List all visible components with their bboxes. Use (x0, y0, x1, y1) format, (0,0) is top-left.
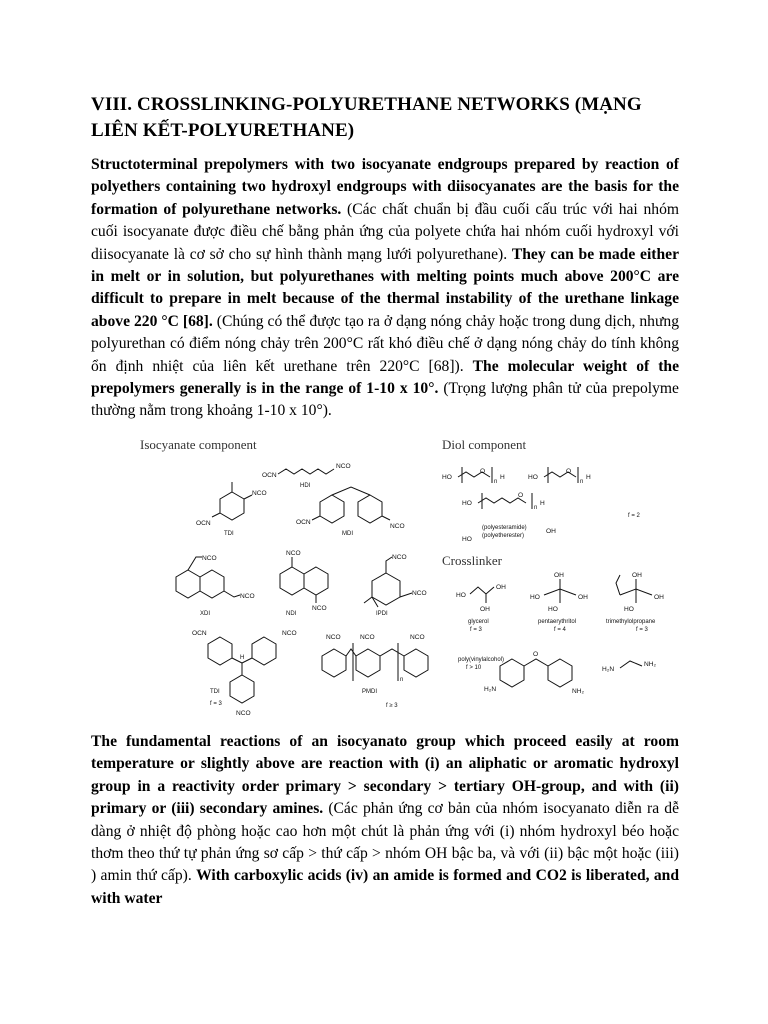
glycerol-label: glycerol (468, 618, 489, 625)
paragraph-1 (91, 154, 679, 423)
tdi-structure (196, 482, 267, 537)
document-page (91, 92, 679, 910)
hdi-structure (262, 463, 351, 489)
polyester-oh: OH (546, 527, 556, 535)
pmdi-label: PMDI (362, 688, 377, 695)
pmdi-structure (322, 634, 428, 709)
diol3-h: H (540, 499, 545, 507)
p1-bold-1: Structoterminal prepolymers with two isocyanate endgroups prepared by reaction of polyethers containing two hydroxyl endgroups with diisocyanates are the basis for the formation of polyurethane networks. (91, 156, 679, 218)
diol-title: Diol component (442, 436, 527, 452)
chemistry-figure (136, 437, 698, 717)
tmp-structure (606, 572, 664, 633)
tdi3-nco-2: NCO (236, 709, 251, 717)
glycerol-oh-2: OH (480, 605, 490, 613)
ethylenediamine-structure (602, 661, 657, 673)
glycerol-structure (456, 584, 506, 633)
tdi-nco: NCO (252, 489, 267, 497)
polyester-ho: HO (462, 535, 472, 543)
tmp-oh-right: OH (654, 593, 664, 601)
mdi-label: MDI (342, 530, 353, 537)
pmdi-nco-3: NCO (410, 633, 425, 641)
penta-f: f = 4 (554, 626, 566, 633)
tdi3-structure (192, 630, 297, 717)
xdi-label: XDI (200, 610, 211, 617)
glycerol-ho: HO (456, 591, 466, 599)
p1-normal-2: (Chúng có thể được tạo ra ở dạng nóng chảy hoặc trong dung dịch, nhưng polyurethan có điểm nóng chảy trên 200°C rất khó điều chế ở dạng nóng chảy do tính không ổn định nhiệt của liên kết urethane trên 220°C [68]). (91, 312, 680, 375)
pva-f: f > 10 (466, 664, 482, 671)
xdi-nco-2: NCO (240, 592, 255, 600)
crosslinker-title: Crosslinker (442, 552, 502, 568)
penta-oh-right: OH (578, 593, 588, 601)
pva-structure (458, 657, 504, 671)
ipdi-nco-2: NCO (412, 589, 427, 597)
diol3-ho: HO (462, 499, 472, 507)
diol1-ho: HO (442, 473, 452, 481)
polyesteramide-label: (polyesteramide) (482, 524, 527, 531)
penta-ho-bottom: HO (548, 605, 558, 613)
pentaerythritol-structure (530, 572, 588, 633)
penta-label: pentaerythritol (538, 618, 577, 625)
tmp-ho-bottom: HO (624, 605, 634, 613)
diol2-o: O (566, 467, 572, 475)
ipdi-structure (364, 554, 427, 617)
polyetherester-label: (polyetherester) (482, 532, 525, 539)
figure-svg (136, 437, 698, 717)
paragraph-2 (91, 731, 679, 910)
hdi-nco: NCO (336, 462, 351, 470)
tmp-oh-top: OH (632, 571, 642, 579)
penta-ho: HO (530, 593, 540, 601)
pmdi-nco-2: NCO (360, 633, 375, 641)
pva-label: poly(vinylalcohol) (458, 656, 505, 663)
mdi-structure (296, 487, 405, 537)
tdi3-ocn: OCN (192, 629, 207, 637)
isocyanate-title: Isocyanate component (140, 436, 257, 452)
p2-bold-2: With carboxylic acids (iv) an amide is formed and CO2 is liberated, and with water (91, 867, 680, 907)
p1-bold-3: The molecular weight of the prepolymers generally is in the range of 1-10 x 10°. (91, 357, 679, 398)
ndi-label: NDI (286, 610, 297, 617)
xdi-structure (176, 555, 255, 617)
penta-oh-top: OH (554, 571, 564, 579)
p2-bold-1: The fundamental reactions of an isocyanato group which proceed easily at room temperature or slightly above are reaction with (i) an aliphatic or aromatic hydroxyl group in a reactivity order primary > secondary > tertiary OH-group, and with (ii) primary or (iii) secondary amines. (91, 732, 679, 818)
pmdi-n: n (400, 676, 404, 683)
pmdi-f: f ≥ 3 (386, 702, 398, 709)
p2-normal-1: (Các phản ứng cơ bản của nhóm isocyanato diễn ra dễ dàng ở nhiệt độ phòng hoặc cao hơn một chút là phản ứng với (i) nhóm hydroxyl béo hoặc thơm theo thứ tự phản ứng sơ cấp > thứ cấp > nhóm OH bậc ba, và với (ii) bậc một hoặc (iii) ) amin thứ cấp). (91, 800, 679, 885)
oda-h2n: H₂N (484, 685, 497, 693)
pmdi-nco-1: NCO (326, 633, 341, 641)
glycerol-oh-1: OH (496, 583, 506, 591)
eda-nh2: NH₂ (644, 660, 657, 668)
diol2-h: H (586, 473, 591, 481)
diol1-n: n (494, 478, 498, 485)
diol2-ho: HO (528, 473, 538, 481)
tmp-label: trimethylolpropane (606, 618, 656, 625)
mdi-ocn: OCN (296, 518, 311, 526)
p1-bold-2: They can be made either in melt or in solution, but polyurethanes with melting points much above 200°C are difficult to prepare in melt because of the thermal instability of the urethane linkage above 220 °C [68]. (91, 245, 679, 330)
diol-structures (442, 467, 641, 543)
ndi-nco-1: NCO (286, 549, 301, 557)
diol2-n: n (580, 478, 584, 485)
p1-normal-1: (Các chất chuẩn bị đầu cuối cấu trúc với hai nhóm cuối isocyanate được điều chế bằng phản ứng của polyete chứa hai nhóm cuối hydroxyl với diisocyanate là cơ sở cho sự hình thành mạng lưới polyurethane). (91, 200, 679, 263)
oda-o: O (533, 650, 539, 658)
glycerol-f: f = 3 (470, 626, 482, 633)
diol-f2: f = 2 (628, 512, 640, 519)
eda-h2n: H₂N (602, 665, 615, 673)
tdi3-label: TDI (210, 688, 220, 695)
ndi-nco-2: NCO (312, 604, 327, 612)
diol1-h: H (500, 473, 505, 481)
tdi3-f: f = 3 (210, 700, 222, 707)
ipdi-nco-1: NCO (392, 553, 407, 561)
oda-nh2: NH₂ (572, 687, 585, 695)
diol1-o: O (480, 467, 486, 475)
tdi-ocn: OCN (196, 519, 211, 527)
tmp-f: f = 3 (636, 626, 648, 633)
hdi-ocn: OCN (262, 471, 277, 479)
diol3-o: O (518, 491, 524, 499)
diol3-n: n (534, 504, 538, 511)
mdi-nco: NCO (390, 522, 405, 530)
ipdi-label: IPDI (376, 610, 388, 617)
tdi3-nco-1: NCO (282, 629, 297, 637)
tdi3-h: H (240, 654, 245, 661)
tdi-label: TDI (224, 530, 234, 537)
ndi-structure (280, 550, 328, 617)
xdi-nco-1: NCO (202, 554, 217, 562)
hdi-label: HDI (300, 482, 311, 489)
p1-normal-3: (Trọng lượng phân tử của prepolyme thường nằm trong khoảng 1-10 x 10°). (91, 380, 679, 420)
section-heading: VIII. CROSSLINKING-POLYURETHANE NETWORKS (MẠNG LIÊN KẾT-POLYURETHANE) (91, 94, 642, 141)
